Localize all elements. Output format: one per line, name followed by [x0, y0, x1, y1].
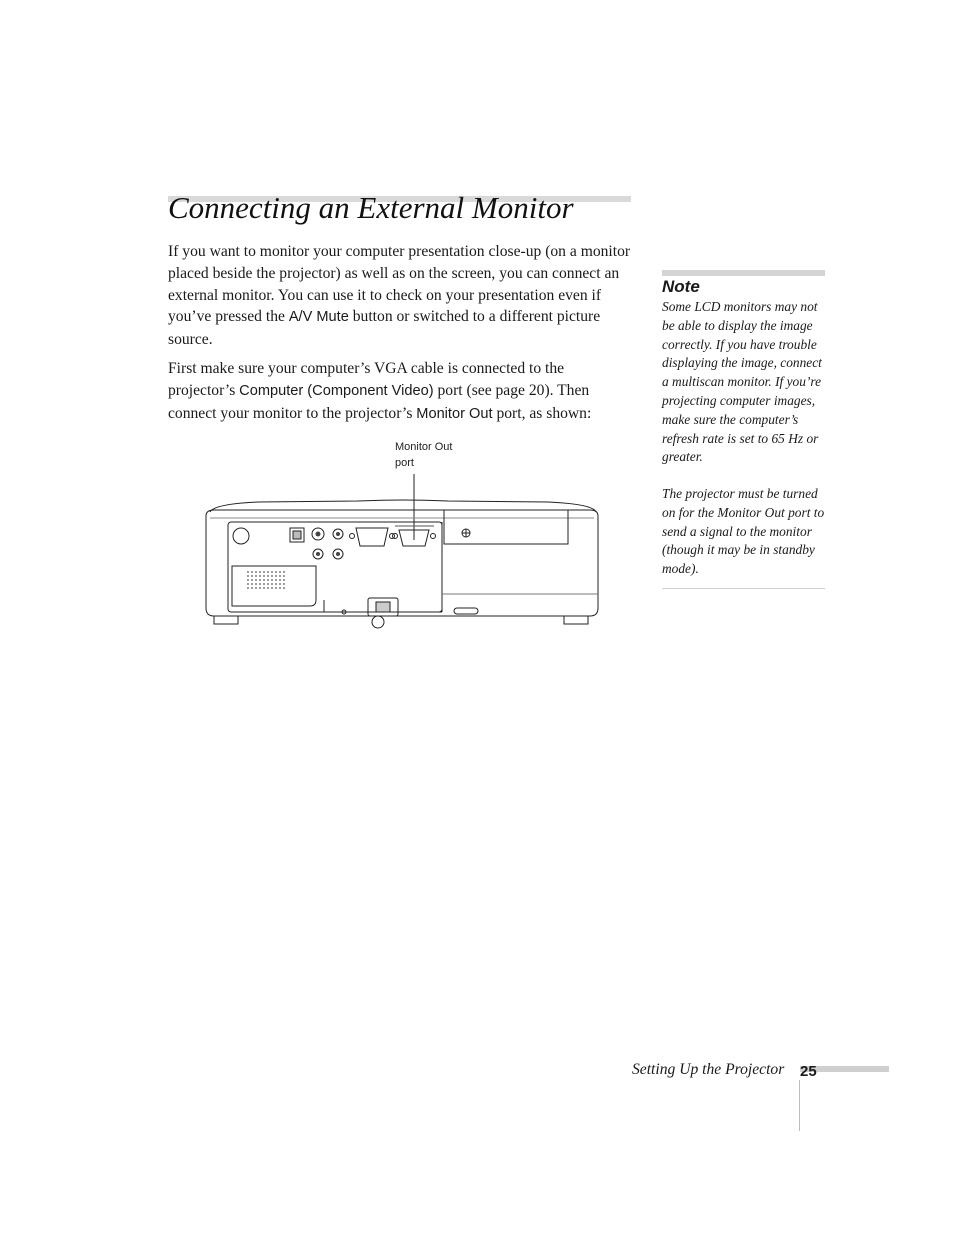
left-foot	[214, 616, 238, 624]
note-paragraph-1: Some LCD monitors may not be able to display the image correctly. If you have trouble displaying the image, connect a multiscan monitor. If you’re projecting computer images, make sure the computer’s refresh rate is set to 65 Hz or greater.	[662, 299, 822, 465]
callout-line-2: port	[395, 457, 414, 469]
security-slot	[454, 608, 478, 614]
note-end-rule	[662, 588, 825, 589]
av-mute-label: A/V Mute	[288, 309, 349, 326]
power-inlet-round	[233, 528, 249, 544]
rear-foot	[372, 616, 384, 628]
footer-vertical-rule	[799, 1080, 800, 1131]
instructions-text-end: port, as shown:	[492, 404, 592, 422]
computer-vga-port	[356, 528, 388, 546]
monitor-out-callout	[395, 439, 452, 471]
computer-port-label: Computer (Component Video)	[239, 382, 434, 399]
callout-line-1: Monitor Out	[395, 441, 453, 453]
instructions-text-start: First make sure your computer’s VGA cable is connected to the projector’s	[168, 360, 565, 399]
speaker-panel	[232, 566, 316, 606]
speaker-grille-dots	[247, 571, 285, 589]
intro-text-start: If you want to monitor your computer presentation close-up (on a monitor placed beside the projector) as well as on the screen, you can connect an external monitor. You can use it to check on your presentation even if you’ve pressed the	[168, 243, 631, 326]
monitor-out-port-label: Monitor Out	[416, 405, 493, 422]
projector-rear-diagram	[198, 470, 604, 632]
note-rule	[662, 270, 825, 276]
note-heading: Note	[662, 277, 700, 296]
right-foot	[564, 616, 588, 624]
intro-paragraph	[168, 241, 633, 351]
monitor-port-screw-right	[431, 534, 436, 539]
page-number: 25	[800, 1063, 817, 1080]
instructions-text-middle: port (see page 20). Then connect your monitor to the projector’s	[168, 381, 590, 422]
computer-port-screw-left	[350, 534, 355, 539]
connector-panel	[228, 522, 442, 612]
right-cover-panel	[444, 510, 568, 544]
footer-section-title: Setting Up the Projector	[632, 1061, 785, 1078]
instructions-paragraph	[168, 358, 633, 425]
page-title: Connecting an External Monitor	[168, 190, 574, 225]
intro-text-end: button or switched to a different picture source.	[168, 308, 601, 349]
note-paragraph-2: The projector must be turned on for the Monitor Out port to send a signal to the monitor (though it may be in standby mode).	[662, 486, 825, 577]
